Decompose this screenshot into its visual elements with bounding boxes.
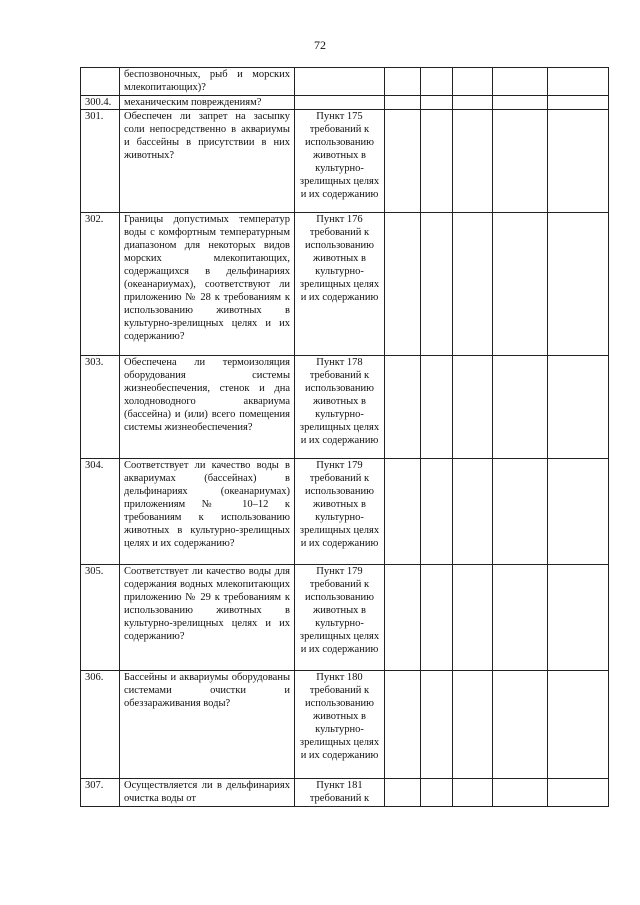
answer-cell (493, 68, 548, 96)
answer-cell (421, 96, 453, 110)
question-cell: Бассейны и аквариумы оборудованы системами очистки и обеззараживания воды? (120, 671, 295, 779)
answer-cell (493, 96, 548, 110)
answer-cell (548, 68, 609, 96)
question-cell: Обеспечена ли термоизоляция оборудования системы жизнеобеспечения, стенок и дна холодноводного аквариума (бассейна) и (или) всего помещения системы жизнеобеспечения? (120, 356, 295, 459)
row-number (81, 68, 120, 96)
row-number: 302. (81, 213, 120, 356)
table-row (81, 671, 609, 779)
answer-cell (385, 779, 421, 807)
answer-cell (385, 110, 421, 213)
table-row (81, 356, 609, 459)
answer-cell (385, 565, 421, 671)
answer-cell (453, 96, 493, 110)
answer-cell (385, 356, 421, 459)
answer-cell (493, 459, 548, 565)
answer-cell (493, 565, 548, 671)
answer-cell (421, 671, 453, 779)
question-cell: Соответствует ли качество воды в аквариумах (бассейнах) в дельфинариях (океанариумах) приложениям № 10–12 к требованиям к использованию животных в культурно-зрелищных целях и их содержанию? (120, 459, 295, 565)
row-number: 306. (81, 671, 120, 779)
row-number: 301. (81, 110, 120, 213)
question-cell: Соответствует ли качество воды для содержания водных млекопитающих приложению № 29 к требованиям к использованию животных в культурно-зрелищных целях и их содержанию? (120, 565, 295, 671)
checklist-table (80, 67, 609, 807)
answer-cell (421, 110, 453, 213)
row-number: 305. (81, 565, 120, 671)
answer-cell (421, 565, 453, 671)
reference-cell: Пункт 179 требований к использованию животных в культурно-зрелищных целях и их содержанию (295, 565, 385, 671)
reference-cell: Пункт 176 требований к использованию животных в культурно-зрелищных целях и их содержанию (295, 213, 385, 356)
answer-cell (453, 779, 493, 807)
table-row (81, 213, 609, 356)
reference-cell (295, 96, 385, 110)
answer-cell (493, 671, 548, 779)
answer-cell (493, 213, 548, 356)
table-row (81, 110, 609, 213)
answer-cell (385, 68, 421, 96)
answer-cell (385, 213, 421, 356)
reference-cell: Пункт 179 требований к использованию животных в культурно-зрелищных целях и их содержанию (295, 459, 385, 565)
answer-cell (385, 459, 421, 565)
row-number: 304. (81, 459, 120, 565)
answer-cell (548, 779, 609, 807)
table-row (81, 96, 609, 110)
answer-cell (421, 213, 453, 356)
answer-cell (548, 96, 609, 110)
answer-cell (548, 671, 609, 779)
answer-cell (453, 356, 493, 459)
question-cell: Границы допустимых температур воды с комфортным температурным диапазоном для некоторых видов морских млекопитающих, содержащихся в дельфинариях (океанариумах), соответствуют ли приложению № 28 к требованиям к использованию животных в культурно-зрелищных целях и их содержанию? (120, 213, 295, 356)
answer-cell (453, 459, 493, 565)
question-cell: механическим повреждениям? (120, 96, 295, 110)
reference-cell: Пункт 175 требований к использованию животных в культурно-зрелищных целях и их содержанию (295, 110, 385, 213)
answer-cell (493, 356, 548, 459)
reference-cell (295, 68, 385, 96)
answer-cell (453, 68, 493, 96)
answer-cell (548, 565, 609, 671)
answer-cell (548, 459, 609, 565)
reference-cell: Пункт 180 требований к использованию животных в культурно-зрелищных целях и их содержанию (295, 671, 385, 779)
question-cell: Обеспечен ли запрет на засыпку соли непосредственно в аквариумы и бассейны в присутствии в них животных? (120, 110, 295, 213)
row-number: 303. (81, 356, 120, 459)
table-row (81, 68, 609, 96)
question-cell: беспозвоночных, рыб и морских млекопитающих)? (120, 68, 295, 96)
reference-cell: Пункт 178 требований к использованию животных в культурно-зрелищных целях и их содержанию (295, 356, 385, 459)
row-number: 300.4. (81, 96, 120, 110)
answer-cell (548, 110, 609, 213)
table-row (81, 565, 609, 671)
table-row (81, 459, 609, 565)
answer-cell (453, 110, 493, 213)
answer-cell (385, 96, 421, 110)
answer-cell (453, 213, 493, 356)
question-cell: Осуществляется ли в дельфинариях очистка воды от (120, 779, 295, 807)
answer-cell (453, 565, 493, 671)
answer-cell (421, 68, 453, 96)
answer-cell (421, 356, 453, 459)
answer-cell (385, 671, 421, 779)
table-row (81, 779, 609, 807)
answer-cell (421, 459, 453, 565)
page-number: 72 (314, 38, 326, 52)
answer-cell (493, 110, 548, 213)
reference-cell: Пункт 181 требований к (295, 779, 385, 807)
answer-cell (453, 671, 493, 779)
row-number: 307. (81, 779, 120, 807)
answer-cell (421, 779, 453, 807)
answer-cell (493, 779, 548, 807)
answer-cell (548, 213, 609, 356)
answer-cell (548, 356, 609, 459)
